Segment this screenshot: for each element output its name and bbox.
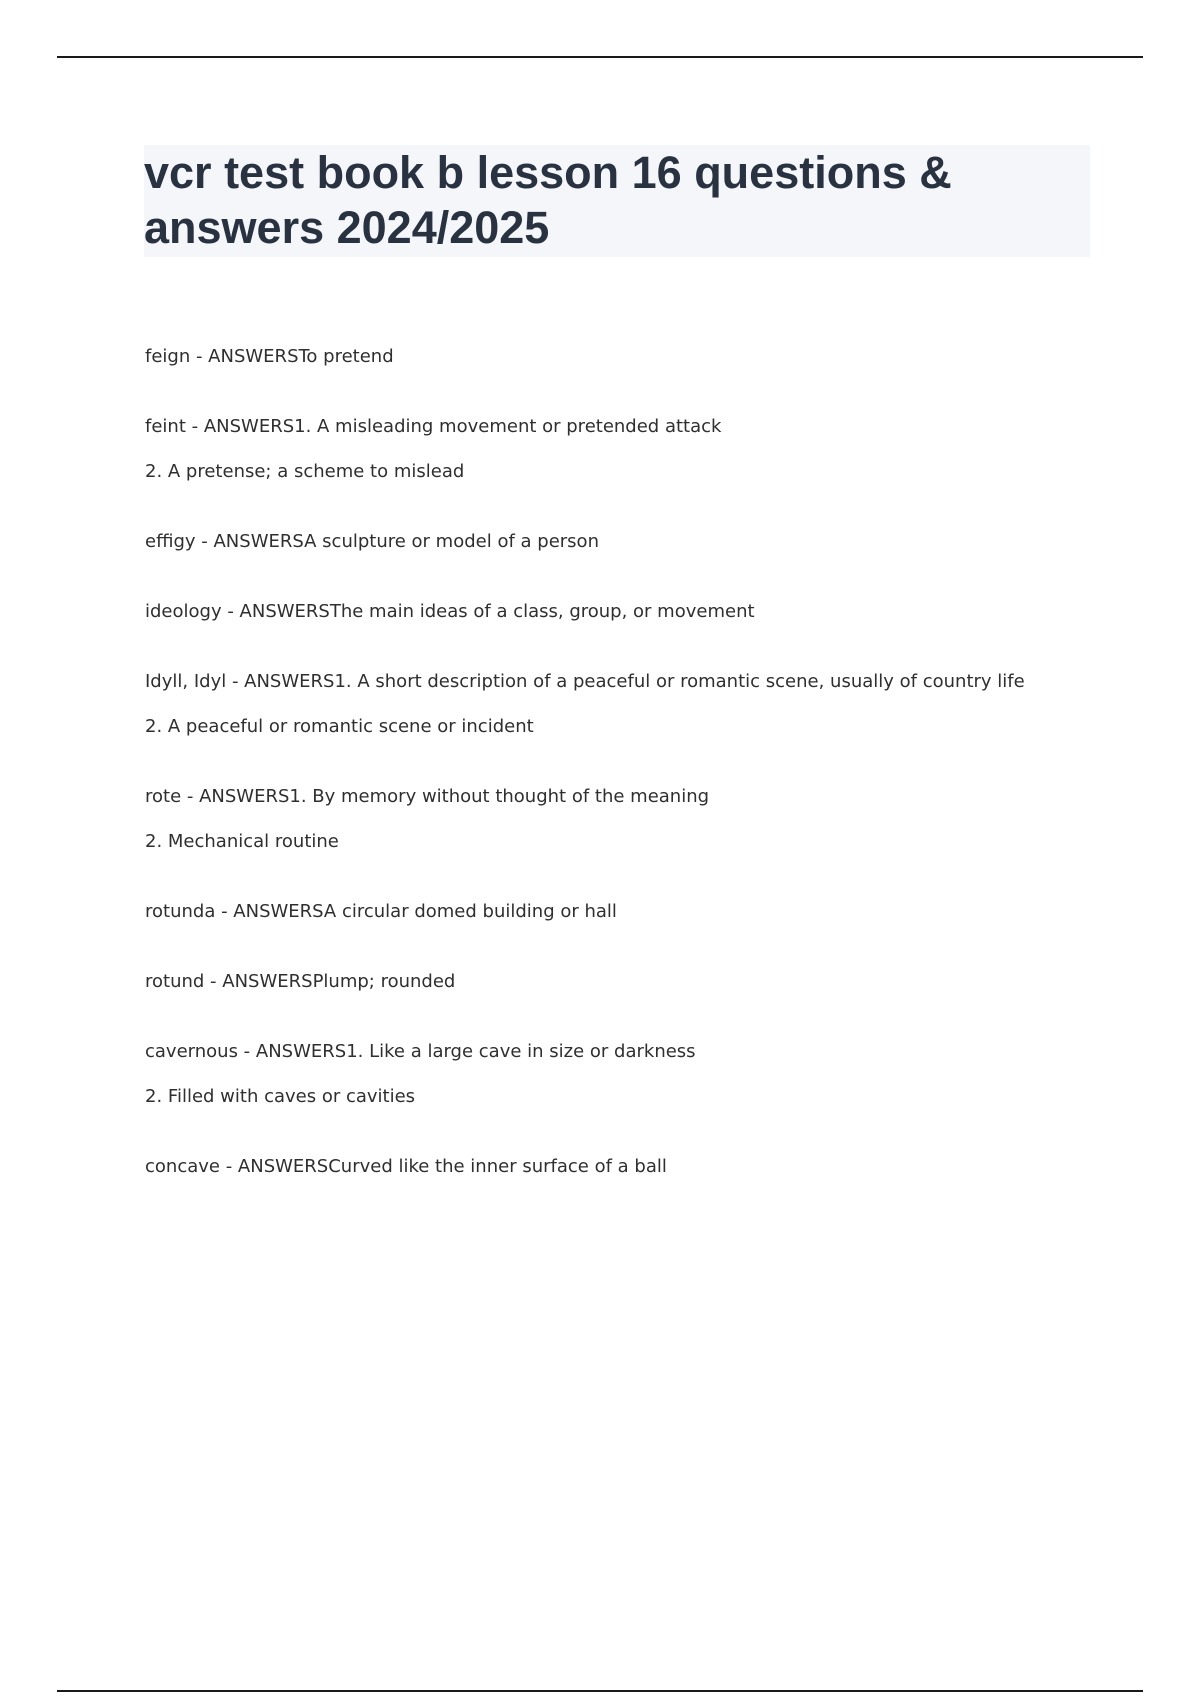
qa-entry-rote bbox=[145, 785, 1105, 854]
qa-line: Idyll, Idyl - ANSWERS1. A short description of a peaceful or romantic scene, usually of country life bbox=[145, 671, 1025, 692]
qa-entry-concave bbox=[145, 1155, 1105, 1179]
qa-entry-cavernous bbox=[145, 1040, 1105, 1109]
qa-entry-feint bbox=[145, 415, 1105, 484]
page-title: vcr test book b lesson 16 questions & answers 2024/2025 bbox=[144, 147, 952, 253]
qa-line: rotunda - ANSWERSA circular domed building or hall bbox=[145, 901, 617, 922]
title-block bbox=[144, 145, 1090, 257]
qa-entry-ideology bbox=[145, 600, 1105, 624]
qa-line: rote - ANSWERS1. By memory without thought of the meaning bbox=[145, 786, 710, 807]
qa-entry-rotund bbox=[145, 970, 1105, 994]
qa-line: 2. Mechanical routine bbox=[145, 831, 339, 852]
footer-rule bbox=[57, 1690, 1143, 1692]
qa-line: feign - ANSWERSTo pretend bbox=[145, 346, 394, 367]
qa-entry-rotunda bbox=[145, 900, 1105, 924]
qa-entry-idyll bbox=[145, 670, 1105, 739]
qa-line: rotund - ANSWERSPlump; rounded bbox=[145, 971, 456, 992]
qa-line: ideology - ANSWERSThe main ideas of a class, group, or movement bbox=[145, 601, 755, 622]
qa-line: 2. A peaceful or romantic scene or incident bbox=[145, 716, 534, 737]
qa-entry-effigy bbox=[145, 530, 1105, 554]
qa-list bbox=[145, 345, 1105, 1225]
qa-entry-feign bbox=[145, 345, 1105, 369]
qa-line: effigy - ANSWERSA sculpture or model of a person bbox=[145, 531, 599, 552]
qa-line: feint - ANSWERS1. A misleading movement or pretended attack bbox=[145, 416, 722, 437]
qa-line: 2. A pretense; a scheme to mislead bbox=[145, 461, 465, 482]
qa-line: cavernous - ANSWERS1. Like a large cave in size or darkness bbox=[145, 1041, 696, 1062]
qa-line: 2. Filled with caves or cavities bbox=[145, 1086, 416, 1107]
qa-line: concave - ANSWERSCurved like the inner surface of a ball bbox=[145, 1156, 667, 1177]
header-rule bbox=[57, 56, 1143, 58]
